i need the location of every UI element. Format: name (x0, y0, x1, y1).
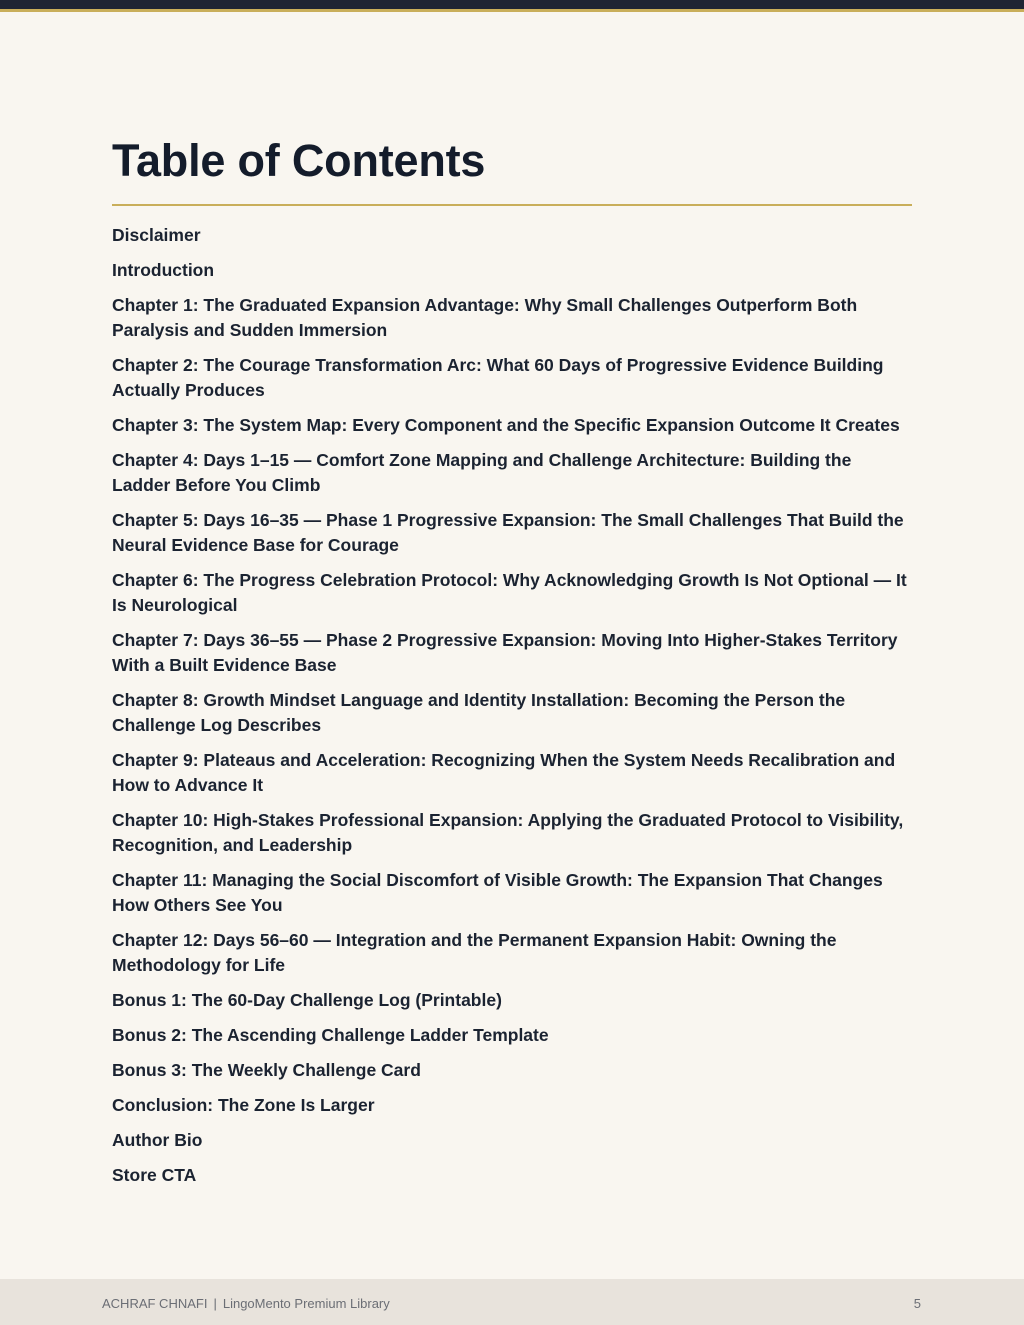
toc-page-content (112, 134, 912, 1198)
footer-separator: | (213, 1296, 217, 1311)
toc-entry-chapter-5[interactable]: Chapter 5: Days 16–35 — Phase 1 Progressive Expansion: The Small Challenges That Build the Neural Evidence Base for Courage (112, 510, 904, 555)
toc-entry-bonus-3[interactable]: Bonus 3: The Weekly Challenge Card (112, 1060, 421, 1080)
toc-entry-chapter-7[interactable]: Chapter 7: Days 36–55 — Phase 2 Progressive Expansion: Moving Into Higher-Stakes Territory With a Built Evidence Base (112, 630, 898, 675)
toc-entry-bonus-1[interactable]: Bonus 1: The 60-Day Challenge Log (Printable) (112, 990, 502, 1010)
footer-author: ACHRAF CHNAFI (102, 1296, 208, 1311)
footer-credit (102, 1296, 390, 1311)
toc-entry-chapter-6[interactable]: Chapter 6: The Progress Celebration Protocol: Why Acknowledging Growth Is Not Optional — It Is Neurological (112, 570, 907, 615)
toc-entry-conclusion[interactable]: Conclusion: The Zone Is Larger (112, 1095, 375, 1115)
toc-entry-chapter-2[interactable]: Chapter 2: The Courage Transformation Arc: What 60 Days of Progressive Evidence Building Actually Produces (112, 355, 884, 400)
toc-entry-introduction[interactable]: Introduction (112, 260, 215, 280)
toc-list (112, 223, 912, 1188)
title-divider (112, 204, 912, 206)
toc-entry-chapter-9[interactable]: Chapter 9: Plateaus and Acceleration: Recognizing When the System Needs Recalibration and How to Advance It (112, 750, 896, 795)
toc-entry-chapter-4[interactable]: Chapter 4: Days 1–15 — Comfort Zone Mapping and Challenge Architecture: Building the Ladder Before You Climb (112, 450, 852, 495)
toc-entry-store-cta[interactable]: Store CTA (112, 1165, 197, 1185)
footer-library: LingoMento Premium Library (222, 1296, 390, 1311)
toc-entry-chapter-10[interactable]: Chapter 10: High-Stakes Professional Expansion: Applying the Graduated Protocol to Visibility, Recognition, and Leadership (112, 810, 904, 855)
page-footer (0, 1279, 1024, 1325)
toc-entry-chapter-12[interactable]: Chapter 12: Days 56–60 — Integration and the Permanent Expansion Habit: Owning the Methodology for Life (112, 930, 837, 975)
toc-entry-chapter-1[interactable]: Chapter 1: The Graduated Expansion Advantage: Why Small Challenges Outperform Both Paralysis and Sudden Immersion (112, 295, 858, 340)
toc-entry-chapter-3[interactable]: Chapter 3: The System Map: Every Component and the Specific Expansion Outcome It Creates (112, 415, 900, 435)
toc-entry-chapter-11[interactable]: Chapter 11: Managing the Social Discomfort of Visible Growth: The Expansion That Changes How Others See You (112, 870, 883, 915)
top-bar (0, 0, 1024, 9)
toc-entry-disclaimer[interactable]: Disclaimer (112, 225, 201, 245)
toc-entry-chapter-8[interactable]: Chapter 8: Growth Mindset Language and Identity Installation: Becoming the Person the Challenge Log Describes (112, 690, 846, 735)
page-title: Table of Contents (112, 135, 486, 186)
toc-entry-author-bio[interactable]: Author Bio (112, 1130, 203, 1150)
top-bar-accent-line (0, 9, 1024, 12)
page-number: 5 (913, 1296, 921, 1311)
toc-entry-bonus-2[interactable]: Bonus 2: The Ascending Challenge Ladder Template (112, 1025, 549, 1045)
